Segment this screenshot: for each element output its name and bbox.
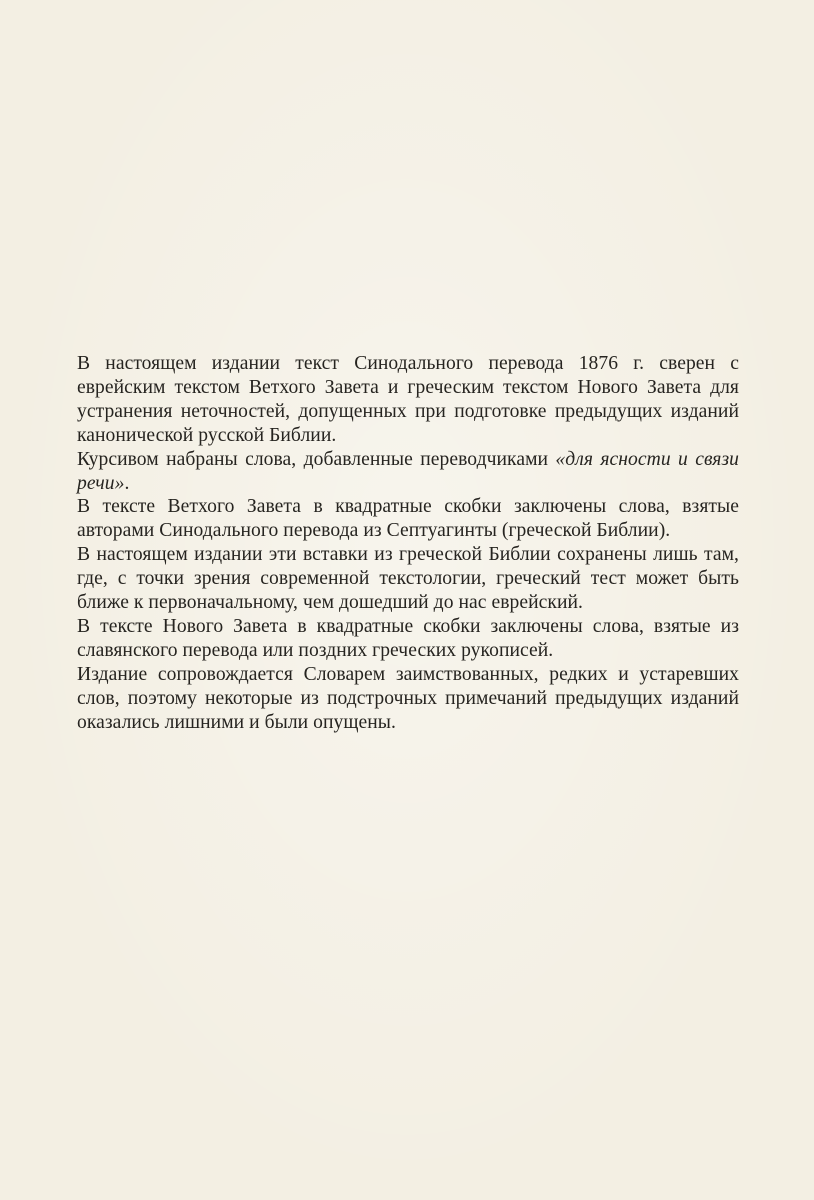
notice-paragraph-septuagint: В тексте Ветхого Завета в квадратные скобки заключены слова, взятые авторами Синодального перевода из Септуагинты (греческой Библии). (77, 496, 739, 542)
notice-paragraph-new-testament: В тексте Нового Завета в квадратные скобки заключены слова, взятые из славянского перевода или поздних греческих рукописей. (77, 615, 739, 661)
notice-paragraph-greek-insertions: В настоящем издании эти вставки из греческой Библии сохранены лишь там, где, с точки зрения современной текстологии, греческий тест может быть ближе к первоначальному, чем дошедший до нас еврейский. (77, 544, 739, 614)
italics-note-text: Курсивом набраны слова, добавленные переводчиками (77, 448, 556, 470)
edition-notice (77, 352, 739, 735)
notice-paragraph-italics (77, 448, 739, 496)
italics-example-phrase: «для ясности и связи речи» (77, 448, 739, 494)
notice-paragraph-dictionary: Издание сопровождается Словарем заимствованных, редких и устаревших слов, поэтому некоторые из подстрочных примечаний предыдущих изданий оказались лишними и были опущены. (77, 663, 739, 733)
notice-paragraph-synodal-revision: В настоящем издании текст Синодального перевода 1876 г. сверен с еврейским текстом Ветхого Завета и греческим текстом Нового Завета для устранения неточностей, допущенных при подготовке предыдущих изданий канонической русской Библии. (77, 353, 739, 446)
italics-note-period: . (124, 472, 130, 494)
